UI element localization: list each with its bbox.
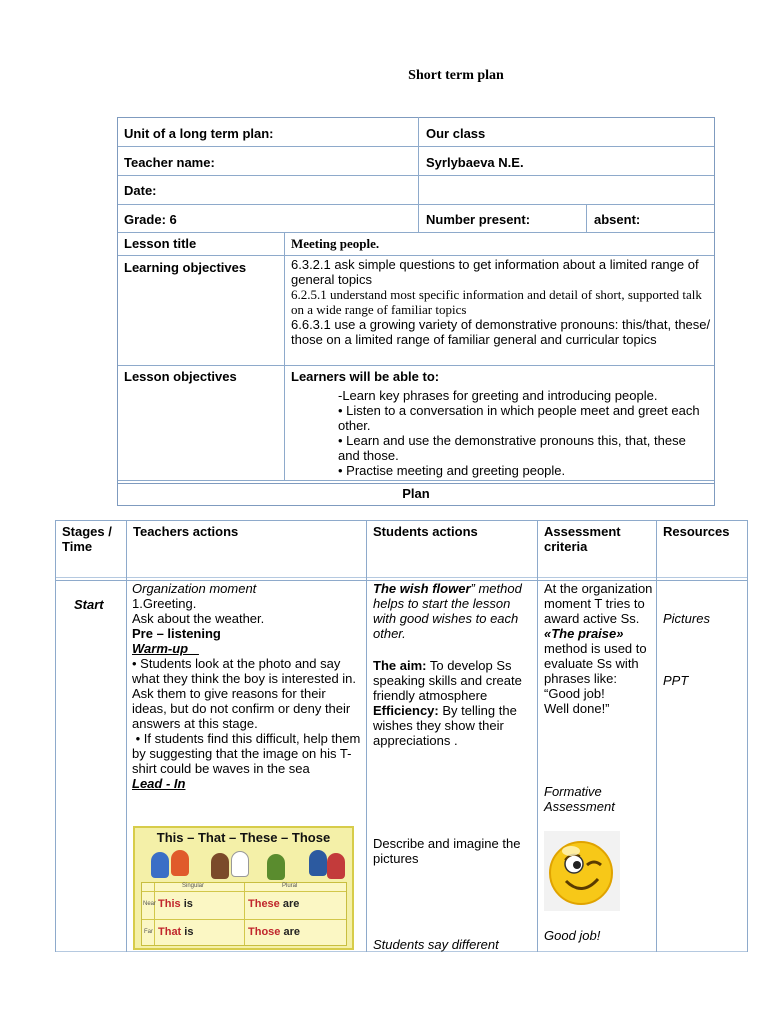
col-header-students: Students actions xyxy=(373,524,478,539)
lesson-objectives-label: Lesson objectives xyxy=(124,369,237,384)
that-is-cell: That is xyxy=(158,926,194,938)
number-present-label: Number present: xyxy=(426,212,531,227)
demonstratives-grid xyxy=(141,882,347,946)
assessment-criteria: At the organization moment T tries to award active Ss. «The praise» method is used to evaluate Ss with phrases like: “Good job! Well done!” xyxy=(544,581,653,716)
lesson-objective: • Learn and use the demonstrative pronouns this, that, these and those. xyxy=(338,433,686,463)
teacher-bullet: • Students look at the photo and say what they think the boy is interested in. Ask them to give reasons for their ideas, but do not confirm or deny their answers at this stage. xyxy=(132,656,357,731)
warm-up: Warm-up xyxy=(132,641,199,656)
students-actions xyxy=(373,581,533,641)
plan-label: Plan xyxy=(402,486,430,501)
learning-objective: 6.3.2.1 ask simple questions to get information about a limited range of general topics xyxy=(291,257,699,287)
near-label: Near xyxy=(143,901,157,907)
col-header-teachers: Teachers actions xyxy=(133,524,239,539)
these-are-cell: These are xyxy=(248,898,300,910)
lesson-title-value: Meeting people. xyxy=(291,236,380,251)
col-header-stages: Stages / Time xyxy=(62,524,112,554)
winking-smiley-icon xyxy=(544,831,620,911)
good-job-caption: Good job! xyxy=(544,928,601,943)
teacher-value: Syrlybaeva N.E. xyxy=(426,155,524,170)
lesson-objective: • Practise meeting and greeting people. xyxy=(338,463,566,478)
chart-heading: This – That – These – Those xyxy=(156,830,331,845)
lesson-objective: • Listen to a conversation in which people meet and greet each other. xyxy=(338,403,700,433)
formative-assessment: Formative Assessment xyxy=(544,784,615,814)
col-header-assessment: Assessment criteria xyxy=(544,524,621,554)
lead-in: Lead - In xyxy=(132,776,186,791)
plural-label: Plural xyxy=(282,883,298,889)
learning-objectives-list xyxy=(291,257,711,347)
wish-flower-text: The wish flower” method helps to start the lesson with good wishes to each other. xyxy=(373,581,522,641)
lesson-title-label: Lesson title xyxy=(124,236,197,251)
weather: Ask about the weather. xyxy=(132,611,265,626)
teacher-actions xyxy=(132,581,362,791)
students-aim: The aim: To develop Ss speaking skills and create friendly atmosphere Efficiency: By telling the wishes they show their appreciations . xyxy=(373,658,522,748)
resource-ppt: PPT xyxy=(663,673,689,688)
unit-label: Unit of a long term plan: xyxy=(124,126,274,141)
lesson-objective: -Learn key phrases for greeting and introducing people. xyxy=(338,388,658,403)
absent-label: absent: xyxy=(594,212,641,227)
those-are-cell: Those are xyxy=(248,926,300,938)
teacher-bullet: • If students find this difficult, help them by suggesting that the image on his T-shirt could be waves in the sea xyxy=(132,731,364,776)
lesson-objectives-list xyxy=(338,388,708,478)
cartoon-people-illustration xyxy=(141,850,347,880)
date-label: Date: xyxy=(124,183,157,198)
learning-objective: 6.6.3.1 use a growing variety of demonstrative pronouns: this/that, these/ those on a limited range of familiar general and curricular topics xyxy=(291,317,711,347)
this-is-cell: This is xyxy=(158,898,193,910)
col-header-resources: Resources xyxy=(663,524,730,539)
demonstratives-chart-image xyxy=(133,826,354,950)
singular-label: Singular xyxy=(182,883,205,889)
stage-start: Start xyxy=(74,597,104,612)
unit-value: Our class xyxy=(426,126,486,141)
learning-objectives-label: Learning objectives xyxy=(124,260,247,275)
document-title: Short term plan xyxy=(408,68,504,83)
learning-objective: 6.2.5.1 understand most specific information and detail of short, supported talk on a wide range of familiar topics xyxy=(291,287,702,317)
org-moment: Organization moment xyxy=(132,581,257,596)
pre-listening: Pre – listening xyxy=(132,626,221,641)
greeting: 1.Greeting. xyxy=(132,596,197,611)
far-label: Far xyxy=(144,929,153,935)
describe-pictures: Describe and imagine the pictures xyxy=(373,836,521,866)
grade-label: Grade: 6 xyxy=(124,212,177,227)
resource-pictures: Pictures xyxy=(663,611,710,626)
students-say-different: Students say different xyxy=(373,937,499,952)
learners-heading: Learners will be able to: xyxy=(291,369,440,384)
teacher-label: Teacher name: xyxy=(124,155,215,170)
